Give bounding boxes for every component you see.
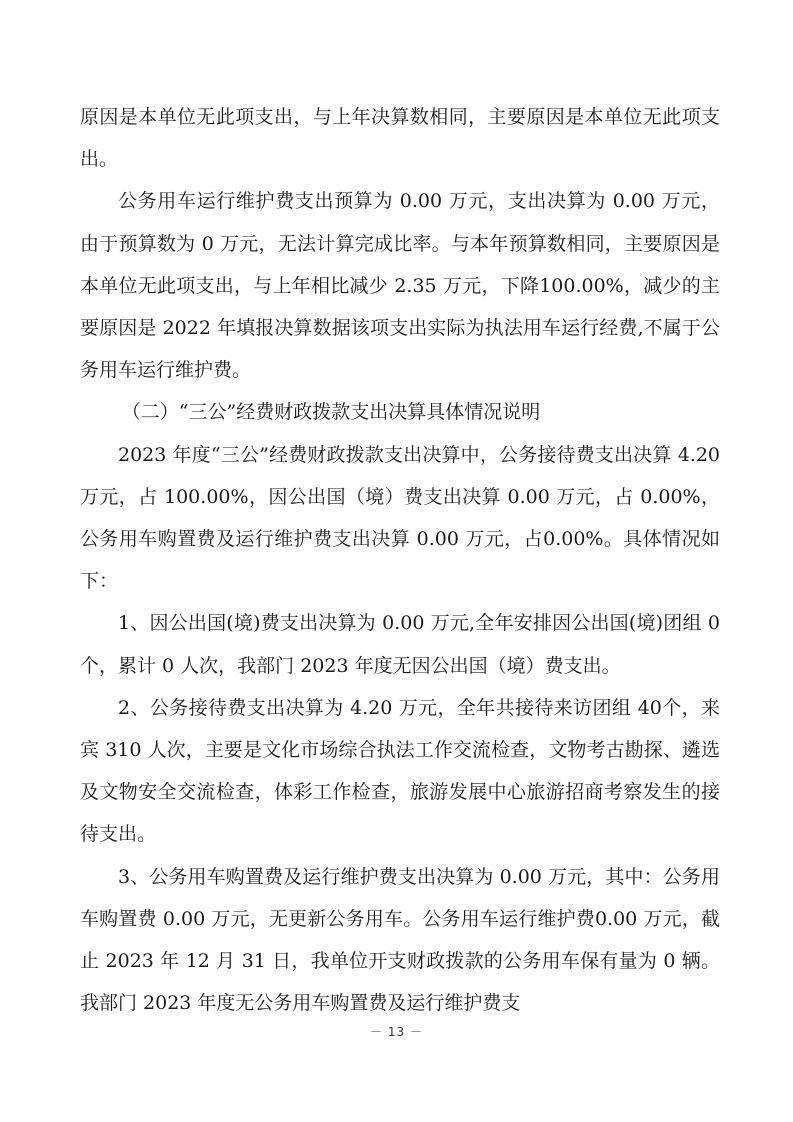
- section-heading-three-public: （二）“三公”经费财政拨款支出决算具体情况说明: [121, 401, 541, 424]
- page-number: － 13 －: [370, 1025, 423, 1039]
- paragraph-overseas-travel: 1、因公出国(境)费支出决算为 0.00 万元,全年安排因公出国(境)团组 0 个，累计 0 人次，我部门 2023 年度无因公出国（境）费支出。: [80, 612, 720, 677]
- paragraph-official-vehicles: 3、公务用车购置费及运行维护费支出决算为 0.00 万元，其中：公务用车购置费 0.00 万元，无更新公务用车。公务用车运行维护费0.00 万元，截止 2023 年 12 月 31 日，我单位开支财政拨款的公务用车保有量为 0 辆。我部门 2023 年度无公务用车购置费及运行维护费支: [80, 865, 720, 1015]
- document-body: [80, 96, 720, 1024]
- paragraph-continuation: 原因是本单位无此项支出，与上年决算数相同，主要原因是本单位无此项支出。: [80, 106, 720, 171]
- paragraph-three-public-summary: 2023 年度“三公”经费财政拨款支出决算中，公务接待费支出决算 4.20 万元，占 100.00%，因公出国（境）费支出决算 0.00 万元，占 0.00%，公务用车购置费及运行维护费支出决算 0.00 万元，占0.00%。具体情况如下：: [80, 443, 720, 593]
- paragraph-official-reception: 2、公务接待费支出决算为 4.20 万元，全年共接待来访团组 40个，来宾 310 人次，主要是文化市场综合执法工作交流检查，文物考古勘探、遴选及文物安全交流检查，体彩工作检查，旅游发展中心旅游招商考察发生的接待支出。: [80, 696, 720, 846]
- paragraph-vehicle-maintenance: 公务用车运行维护费支出预算为 0.00 万元，支出决算为 0.00 万元，由于预算数为 0 万元，无法计算完成比率。与本年预算数相同，主要原因是本单位无此项支出，与上年相比减少 2.35 万元，下降100.00%，减少的主要原因是 2022 年填报决算数据该项支出实际为执法用车运行经费,不属于公务用车运行维护费。: [80, 190, 720, 382]
